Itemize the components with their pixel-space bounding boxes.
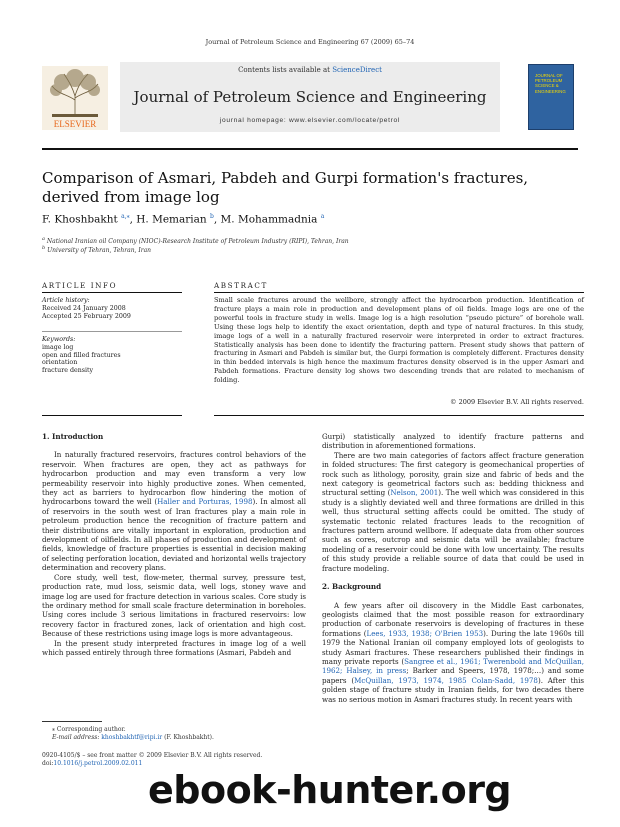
doi-line (42, 760, 306, 768)
text-run: A few years after oil discovery in the Middle East carbonates, geologists claimed that the most possible reason for extraordinary production of carbonate reservoirs is developing of fractures in these formations ( (322, 600, 584, 638)
affiliation-sup: a (42, 236, 45, 242)
email-label: E-mail address: (52, 733, 102, 741)
abstract-copyright: © 2009 Elsevier B.V. All rights reserved. (450, 398, 584, 406)
contents-line (120, 66, 500, 74)
text-run: ). In almost all of reservoirs in the south west of Iran fractures play a main role in petroleum production hence the recognition of fracture pattern and their distributions are vitally important in exploration, production and development of oilfields. In all phases of production and development of fields, knowledge of fracture properties is essential in decision making of selecting perforation location, deviated and horizontal wells trajectory determination and recovery plans. (42, 497, 306, 573)
text-run: There are two main categories of factors affect fracture generation in folded structures: The first category is geomechanical properties of rock such as lithology, porosity, grain size and fabric of beds and the next category is geometrical factors such as: bedding thickness and structural setting ( (322, 450, 584, 498)
publisher-wordmark: ELSEVIER (53, 119, 97, 129)
text-run: ). The well which was considered in this study is a slightly deviated well and three formations are drilled in this well, thus structural setting affects could be omitted. The study of systematic tectonic related fractures leads to the recognition of fractures pattern around wellbore. If adequate data from other sources such as cores, outcrop and seismic data will be available; fracture modeling of a reservoir could be done with low uncertainty. The results of this study provide a reliable source of data that could be used in fracture modeling. (322, 488, 584, 573)
article-info-heading: ARTICLE INFO (42, 281, 118, 290)
elsevier-tree-logo (42, 66, 108, 130)
issn-block (42, 752, 306, 768)
citation-link[interactable]: Lees, 1933, 1938; O'Brien 1953 (366, 628, 484, 638)
text-run: In naturally fractured reservoirs, fractures control behaviors of the reservoir. When fractures are open, they act as pathways for hydrocarbon production and may even transform a very low permeability reservoir into highly productive zones. When cemented, they act as barriers to hydrocarbon flow hindering the motion of hydrocarbons toward the well ( (42, 450, 306, 507)
doi-link[interactable]: 10.1016/j.petrol.2009.02.011 (53, 759, 143, 767)
author-sup[interactable]: b (210, 213, 214, 220)
article-title: Comparison of Asmari, Pabdeh and Gurpi formation's fractures, derived from image log (42, 169, 529, 206)
affiliation-sup: b (42, 245, 46, 251)
abstract-text: Small scale fractures around the wellbore, strongly affect the hydrocarbon production. Identification of fracture plays a main role in production and development plans of oil fields. Image logs are one of the powerful tools in fracture study in wells. Image log is a high resolution “pseudo picture” of borehole wall. Using these logs help to identify the exact orientation, depth and type of natural fractures. In this study, image logs of a well in a naturally fractured reservoir were interpreted in order to extract fractures. Statistically analysis has been done to identify the fracturing pattern. Present study shows that pattern of fracturing in Asmari and Pabdeh is similar but, the Gurpi formation is completely different. Fractures density in thin bedded intervals is high hence the maximum fractures density observed is in the upper Asmari and Pabdeh formations. Fracture density log shows two descending trends that are related to mechanism of folding. (214, 296, 584, 385)
citation-link[interactable]: McQuillan, 1973, 1974, 1985 Colan-Sadd, 1978 (354, 675, 538, 685)
journal-cover-thumbnail (528, 64, 574, 130)
info-separator (42, 331, 182, 332)
abstract-heading: ABSTRACT (214, 281, 268, 290)
cover-title: JOURNAL OF PETROLEUM SCIENCE & ENGINEERING (535, 73, 566, 94)
running-header: Journal of Petroleum Science and Engineering 67 (2009) 65–74 (205, 38, 415, 46)
affiliation (42, 245, 151, 254)
paragraph (42, 450, 306, 572)
contents-prefix: Contents lists available at (238, 66, 333, 74)
journal-title: Journal of Petroleum Science and Engineering (133, 88, 487, 106)
keywords-block (42, 336, 202, 375)
keywords-label: Keywords: (42, 336, 76, 343)
journal-banner (42, 62, 578, 132)
keyword: fracture density (42, 367, 94, 375)
article-info-rule (42, 292, 182, 293)
paragraph: In the present study interpreted fractures in image log of a well which passed entirely through three formations (Asmari, Pabdeh and (42, 638, 306, 657)
author-list: F. Khoshbakht $^{a,⁎}$, H. Memarian $^b$, M. Mohammadnia $^a$ (42, 213, 325, 226)
email-line (52, 734, 306, 742)
right-column (322, 432, 584, 704)
affiliation-text: University of Tehran, Tehran, Iran (47, 247, 152, 254)
text-run: ; Barker and Speers, 1978, 1978;…) and some papers ( (322, 666, 584, 685)
footnote-corresponding (52, 726, 306, 742)
accepted-date: Accepted 25 February 2009 (42, 312, 131, 320)
watermark-text: ebook-hunter.org (148, 768, 512, 812)
sciencedirect-link[interactable]: ScienceDirect (332, 66, 382, 74)
left-column (42, 432, 306, 657)
issn-line: 0920-4105/$ – see front matter © 2009 Elsevier B.V. All rights reserved. (42, 752, 263, 759)
section-heading-background: 2. Background (322, 582, 382, 592)
author-name: F. Khoshbakht (42, 213, 118, 226)
corresponding-author-note: ⁎ Corresponding author. (52, 726, 126, 733)
author-name: H. Memarian (136, 213, 207, 226)
keyword: image log (42, 343, 74, 351)
abstract-bottom-rule (214, 415, 584, 416)
keyword: open and filled fractures (42, 351, 121, 359)
left-section-rule (42, 415, 182, 416)
author-sup[interactable]: a (320, 213, 325, 220)
section-heading-introduction: 1. Introduction (42, 432, 104, 441)
affiliation (42, 236, 349, 245)
citation-link[interactable]: Nelson, 2001 (390, 488, 439, 498)
abstract-rule (214, 292, 584, 293)
doi-label: doi: (42, 759, 54, 767)
email-link[interactable]: khoshbakhtf@ripi.ir (101, 733, 163, 741)
text-run: ). During the late 1960s till 1979 the National Iranian oil company employed lots of geologists to study Asmari fractures. These researchers published their findings in many private reports ( (322, 628, 585, 666)
journal-homepage[interactable]: journal homepage: www.elsevier.com/locate/petrol (219, 117, 401, 124)
author-name: M. Mohammadnia (220, 213, 318, 226)
paragraph: Core study, well test, flow-meter, thermal survey, pressure test, production rate, mud loss, seismic data, well logs, stoney wave and image log are used for fracture detection in various scales. Core study is the ordinary method for small scale fracture determination in boreholes. Using cores include 3 serious limitations in fractured reservoirs: low recovery factor in fractured zones, lack of orientation and high cost. Because of these restrictions using image logs is more advantageous. (42, 572, 306, 639)
keyword: orientation (42, 359, 78, 367)
citation-link[interactable]: Sangree et al., 1961; Twerenbold and McQuillan, 1962; Halsey, in press (322, 656, 584, 676)
email-suffix: (F. Khoshbakht). (162, 733, 214, 741)
author-sup[interactable]: a,⁎ (121, 213, 130, 220)
footnote-rule (42, 721, 102, 722)
header-rule (42, 148, 578, 150)
history-label: Article history: (42, 297, 90, 304)
article-history (42, 297, 202, 320)
paragraph: Gurpi) statistically analyzed to identify fracture patterns and distribution in aforementioned formations. (322, 432, 584, 451)
affiliation-text: National Iranian oil Company (NIOC)-Research Institute of Petroleum Industry (RIPI), Tehran, Iran (46, 238, 349, 245)
citation-link[interactable]: Haller and Porturas, 1998 (157, 497, 253, 507)
paragraph (322, 601, 584, 704)
received-date: Received 24 January 2008 (42, 304, 126, 312)
paragraph (322, 451, 584, 573)
text-run: ). After this golden stage of fracture study in Iranian fields, for two decades there was no serious motion in Asmari fractures study. In recent years with (322, 675, 584, 704)
